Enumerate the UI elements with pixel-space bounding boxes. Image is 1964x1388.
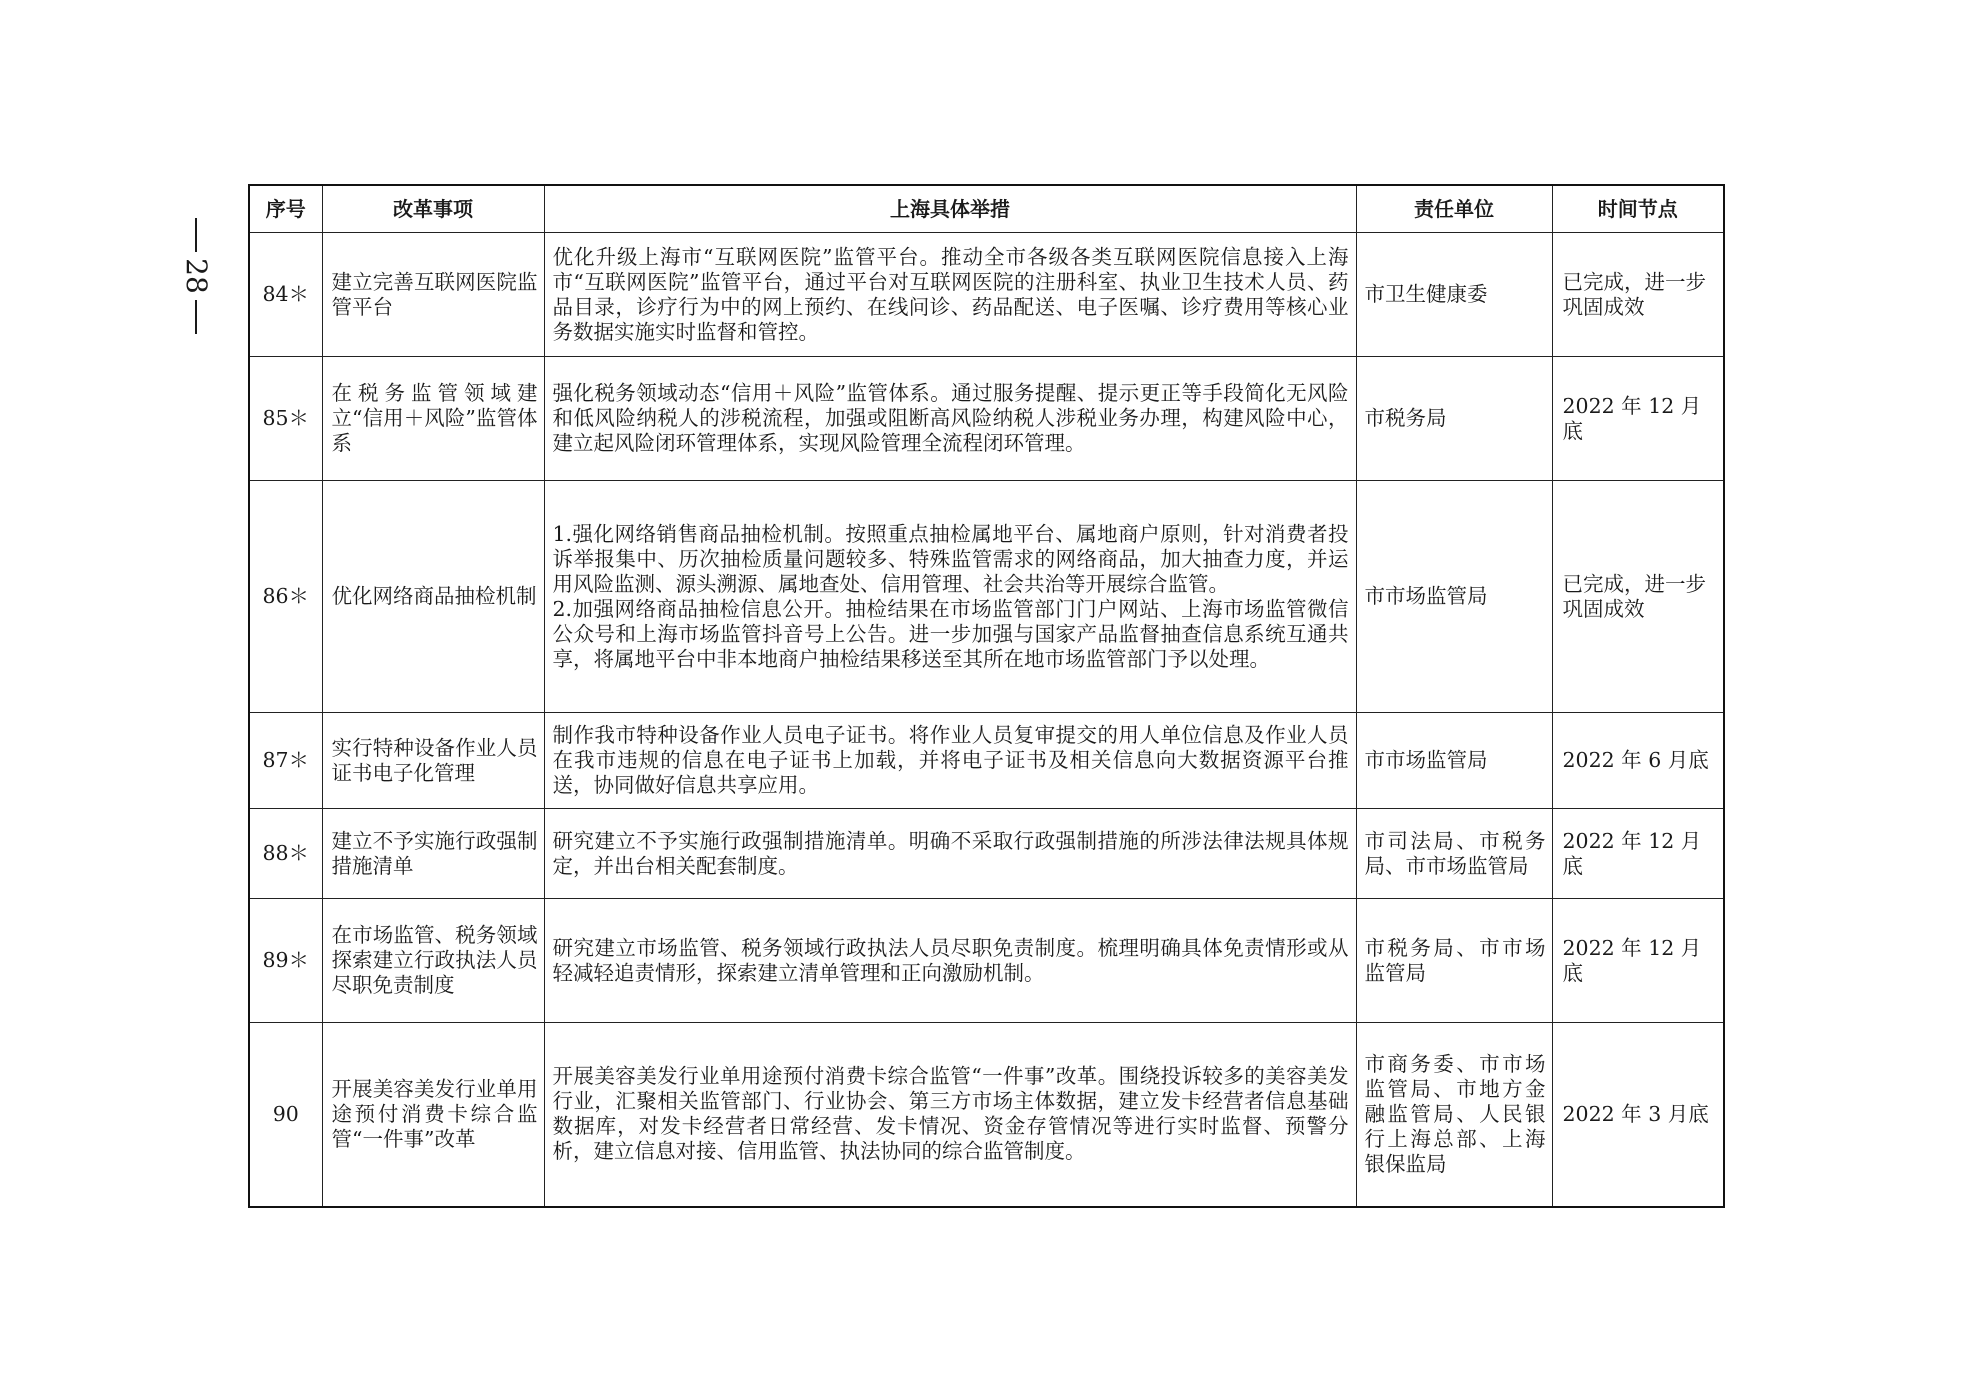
- row-responsible-unit: 市税务局: [1356, 357, 1552, 481]
- row-seq: 86＊: [249, 481, 322, 713]
- row-reform-item: 在税务监管领域建立“信用＋风险”监管体系: [322, 357, 544, 481]
- row-reform-item: 在市场监管、税务领域探索建立行政执法人员尽职免责制度: [322, 899, 544, 1023]
- row-deadline: 已完成，进一步巩固成效: [1552, 233, 1724, 357]
- row-seq: 84＊: [249, 233, 322, 357]
- row-responsible-unit: 市司法局、市税务局、市市场监管局: [1356, 809, 1552, 899]
- row-seq: 89＊: [249, 899, 322, 1023]
- table-row: [249, 899, 1724, 1023]
- header-unit: 责任单位: [1356, 185, 1552, 233]
- row-responsible-unit: 市卫生健康委: [1356, 233, 1552, 357]
- table-row: [249, 357, 1724, 481]
- page-number-dash-bottom: [195, 300, 197, 334]
- header-measure: 上海具体举措: [544, 185, 1356, 233]
- table-header-row: [249, 185, 1724, 233]
- measure-paragraph: 优化升级上海市“互联网医院”监管平台。推动全市各级各类互联网医院信息接入上海市“互联网医院”监管平台，通过平台对互联网医院的注册科室、执业卫生技术人员、药品目录，诊疗行为中的网上预约、在线问诊、药品配送、电子医嘱、诊疗费用等核心业务数据实施实时监督和管控。: [552, 244, 1349, 344]
- table-row: [249, 233, 1724, 357]
- row-reform-item: 建立完善互联网医院监管平台: [322, 233, 544, 357]
- row-measure: [544, 357, 1356, 481]
- row-deadline: 已完成，进一步巩固成效: [1552, 481, 1724, 713]
- row-responsible-unit: 市市场监管局: [1356, 713, 1552, 809]
- row-seq: 88＊: [249, 809, 322, 899]
- page-number-value: 28: [179, 258, 213, 294]
- table-row: [249, 713, 1724, 809]
- row-reform-item: 建立不予实施行政强制措施清单: [322, 809, 544, 899]
- measure-paragraph: 开展美容美发行业单用途预付消费卡综合监管“一件事”改革。围绕投诉较多的美容美发行业，汇聚相关监管部门、行业协会、第三方市场主体数据，建立发卡经营者信息基础数据库，对发卡经营者日常经营、发卡情况、资金存管情况等进行实时监督、预警分析，建立信息对接、信用监管、执法协同的综合监管制度。: [552, 1064, 1349, 1164]
- header-item: 改革事项: [322, 185, 544, 233]
- row-reform-item: 优化网络商品抽检机制: [322, 481, 544, 713]
- measure-paragraph: 制作我市特种设备作业人员电子证书。将作业人员复审提交的用人单位信息及作业人员在我市违规的信息在电子证书上加载，并将电子证书及相关信息向大数据资源平台推送，协同做好信息共享应用。: [552, 723, 1349, 797]
- table-row: [249, 1023, 1724, 1207]
- table-row: [249, 481, 1724, 713]
- table-body: [249, 233, 1724, 1207]
- measure-paragraph: 1.强化网络销售商品抽检机制。按照重点抽检属地平台、属地商户原则，针对消费者投诉举报集中、历次抽检质量问题较多、特殊监管需求的网络商品，加大抽查力度，并运用风险监测、源头溯源、属地查处、信用管理、社会共治等开展综合监管。: [552, 521, 1349, 596]
- row-seq: 90: [249, 1023, 322, 1207]
- row-measure: [544, 233, 1356, 357]
- row-reform-item: 开展美容美发行业单用途预付消费卡综合监管“一件事”改革: [322, 1023, 544, 1207]
- row-responsible-unit: 市市场监管局: [1356, 481, 1552, 713]
- measure-paragraph: 2.加强网络商品抽检信息公开。抽检结果在市场监管部门门户网站、上海市场监管微信公众号和上海市场监管抖音号上公告。进一步加强与国家产品监督抽查信息系统互通共享，将属地平台中非本地商户抽检结果移送至其所在地市场监管部门予以处理。: [552, 596, 1349, 671]
- row-measure: [544, 1023, 1356, 1207]
- row-deadline: 2022 年 6 月底: [1552, 713, 1724, 809]
- table-row: [249, 809, 1724, 899]
- page-number: [176, 218, 216, 368]
- row-responsible-unit: 市税务局、市市场监管局: [1356, 899, 1552, 1023]
- measure-paragraph: 研究建立市场监管、税务领域行政执法人员尽职免责制度。梳理明确具体免责情形或从轻减轻追责情形，探索建立清单管理和正向激励机制。: [552, 935, 1349, 985]
- row-seq: 87＊: [249, 713, 322, 809]
- row-measure: [544, 713, 1356, 809]
- measure-paragraph: 强化税务领域动态“信用＋风险”监管体系。通过服务提醒、提示更正等手段简化无风险和低风险纳税人的涉税流程，加强或阻断高风险纳税人涉税业务办理，构建风险中心，建立起风险闭环管理体系，实现风险管理全流程闭环管理。: [552, 381, 1349, 455]
- row-responsible-unit: 市商务委、市市场监管局、市地方金融监管局、人民银行上海总部、上海银保监局: [1356, 1023, 1552, 1207]
- header-deadline: 时间节点: [1552, 185, 1724, 233]
- reform-table: [248, 184, 1725, 1208]
- row-measure: [544, 809, 1356, 899]
- row-deadline: 2022 年 12 月底: [1552, 899, 1724, 1023]
- row-deadline: 2022 年 12 月底: [1552, 357, 1724, 481]
- row-seq: 85＊: [249, 357, 322, 481]
- row-measure: [544, 899, 1356, 1023]
- row-measure: [544, 481, 1356, 713]
- page-number-dash-top: [195, 218, 197, 252]
- row-reform-item: 实行特种设备作业人员证书电子化管理: [322, 713, 544, 809]
- row-deadline: 2022 年 12 月底: [1552, 809, 1724, 899]
- row-deadline: 2022 年 3 月底: [1552, 1023, 1724, 1207]
- measure-paragraph: 研究建立不予实施行政强制措施清单。明确不采取行政强制措施的所涉法律法规具体规定，并出台相关配套制度。: [552, 828, 1349, 878]
- header-seq: 序号: [249, 185, 322, 233]
